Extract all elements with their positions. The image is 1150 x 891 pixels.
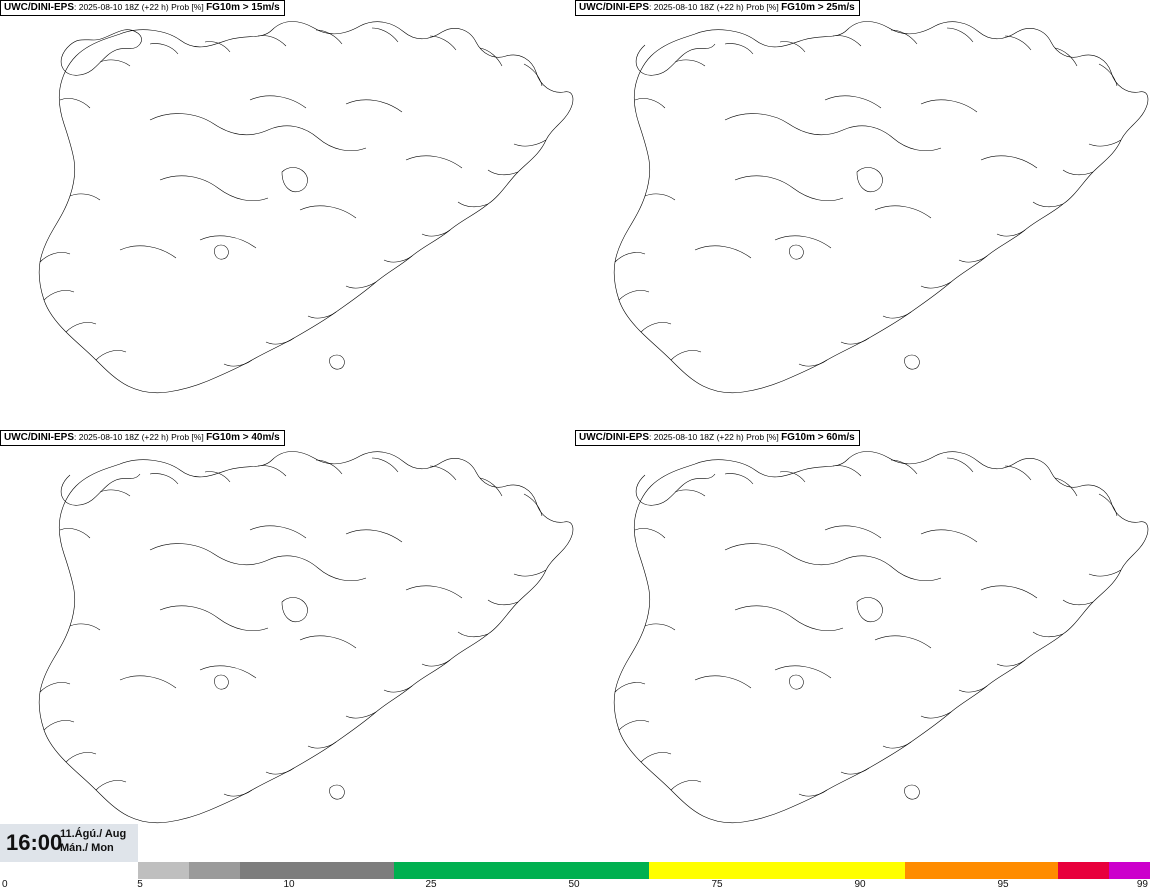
colorbar-tick-2: 10 xyxy=(283,879,295,890)
colorbar-tick-4: 50 xyxy=(568,879,580,890)
colorbar-tick-7: 95 xyxy=(997,879,1009,890)
colorbar-swatch-5 xyxy=(905,862,1058,879)
probability-shading-2 xyxy=(741,228,833,362)
panel-fg10m-40[interactable] xyxy=(0,430,575,860)
panel-fg10m-60[interactable] xyxy=(575,430,1150,860)
valid-date-box xyxy=(60,827,126,855)
model-label-4: UWC/DINI-EPS xyxy=(579,432,649,443)
run-label-2: : 2025-08-10 18Z (+22 h) Prob [%] xyxy=(649,2,782,12)
probability-shading-1 xyxy=(0,172,556,424)
map-iceland-2 xyxy=(575,0,1150,430)
colorbar-tick-1: 5 xyxy=(137,879,143,890)
colorbar-ticks xyxy=(0,879,1150,891)
model-label-1: UWC/DINI-EPS xyxy=(4,2,74,13)
threshold-label-3: FG10m > 40m/s xyxy=(206,432,280,443)
map-canvas-4 xyxy=(575,430,1150,860)
colorbar-tick-8: 99 xyxy=(1136,879,1148,890)
coastline-1 xyxy=(39,22,573,393)
colorbar-tick-3: 25 xyxy=(425,879,437,890)
colorbar-tick-6: 90 xyxy=(854,879,866,890)
panel-title-3 xyxy=(0,430,285,446)
colorbar-swatch-2 xyxy=(240,862,393,879)
coastline-4 xyxy=(614,452,1148,823)
map-canvas-3 xyxy=(0,430,575,860)
panel-title-2 xyxy=(575,0,860,16)
map-iceland-3 xyxy=(0,430,575,860)
colorbar xyxy=(0,862,1150,891)
colorbar-swatch-0 xyxy=(138,862,189,879)
valid-date-line1: 11.Ágú./ Aug xyxy=(60,828,127,840)
valid-date-line2: Mán./ Mon xyxy=(60,842,114,854)
run-label-3: : 2025-08-10 18Z (+22 h) Prob [%] xyxy=(74,432,207,442)
map-canvas-2 xyxy=(575,0,1150,430)
colorbar-swatches xyxy=(138,862,1150,879)
model-label-2: UWC/DINI-EPS xyxy=(579,2,649,13)
colorbar-tick-0: 0 xyxy=(2,879,8,890)
panel-title-1 xyxy=(0,0,285,16)
colorbar-swatch-3 xyxy=(394,862,650,879)
panel-fg10m-15[interactable] xyxy=(0,0,575,430)
run-label-4: : 2025-08-10 18Z (+22 h) Prob [%] xyxy=(649,432,782,442)
model-label-3: UWC/DINI-EPS xyxy=(4,432,74,443)
panel-fg10m-25[interactable] xyxy=(575,0,1150,430)
map-iceland-1 xyxy=(0,0,575,430)
valid-time: 16:00 xyxy=(6,830,63,855)
colorbar-swatch-7 xyxy=(1109,862,1150,879)
run-label-1: : 2025-08-10 18Z (+22 h) Prob [%] xyxy=(74,2,207,12)
threshold-label-2: FG10m > 25m/s xyxy=(781,2,855,13)
threshold-label-1: FG10m > 15m/s xyxy=(206,2,280,13)
threshold-label-4: FG10m > 60m/s xyxy=(781,432,855,443)
map-iceland-4 xyxy=(575,430,1150,860)
colorbar-swatch-6 xyxy=(1058,862,1109,879)
map-canvas-1 xyxy=(0,0,575,430)
panel-title-4 xyxy=(575,430,860,446)
colorbar-swatch-4 xyxy=(649,862,905,879)
colorbar-swatch-1 xyxy=(189,862,240,879)
colorbar-tick-5: 75 xyxy=(711,879,723,890)
footer-bar xyxy=(0,824,1150,891)
coastline-3 xyxy=(39,452,573,823)
coastline-2 xyxy=(614,22,1150,393)
